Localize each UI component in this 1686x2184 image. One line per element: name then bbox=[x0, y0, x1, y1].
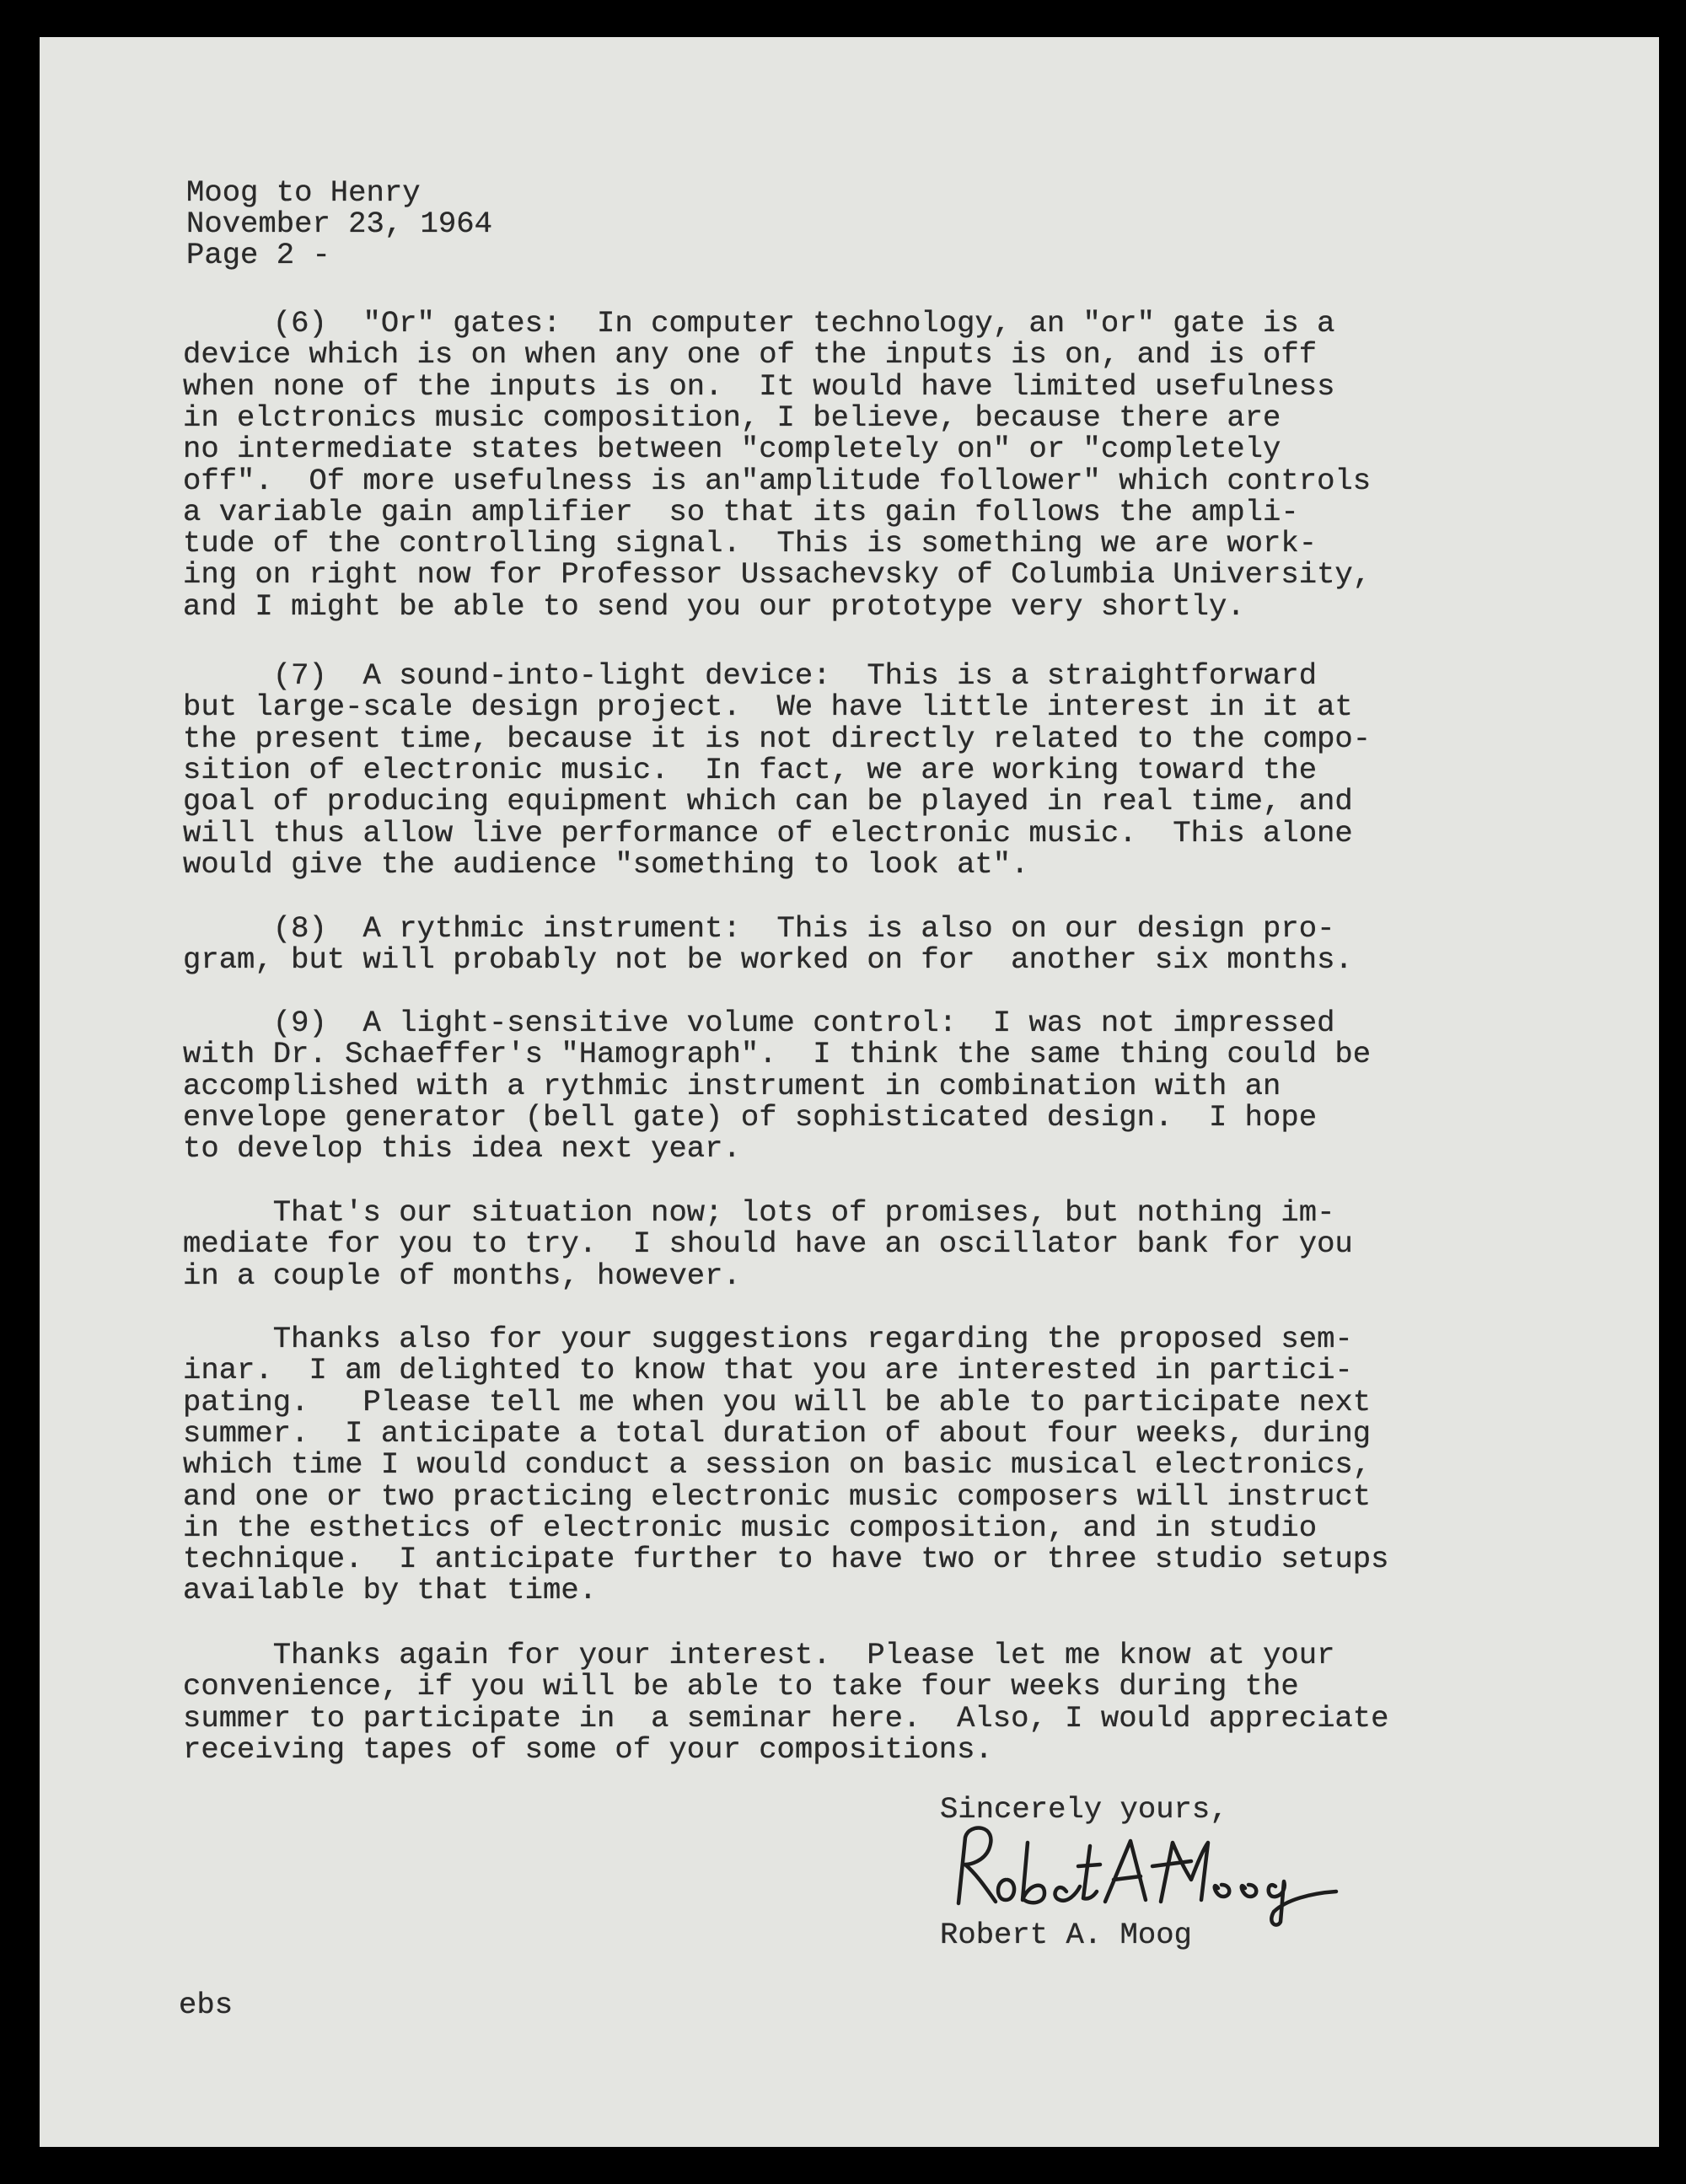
body-line: off". Of more usefulness is an"amplitude follower" which controls bbox=[183, 463, 1372, 498]
body-line: which time I would conduct a session on basic musical electronics, bbox=[183, 1447, 1372, 1483]
body-line: in the esthetics of electronic music composition, and in studio bbox=[183, 1510, 1318, 1545]
body-line: Thanks again for your interest. Please let me know at your bbox=[183, 1638, 1335, 1672]
body-line: but large-scale design project. We have little interest in it at bbox=[183, 690, 1353, 725]
body-line: envelope generator (bell gate) of sophisticated design. I hope bbox=[183, 1099, 1318, 1135]
body-line: Thanks also for your suggestions regarding the proposed sem- bbox=[183, 1322, 1353, 1356]
signer-name: Robert A. Moog bbox=[940, 1918, 1192, 1952]
body-line: tude of the controlling signal. This is something we are work- bbox=[183, 526, 1318, 561]
body-line: and one or two practicing electronic music composers will instruct bbox=[183, 1478, 1372, 1514]
header-page-number: Page 2 - bbox=[186, 238, 330, 272]
typist-initials: ebs bbox=[179, 1988, 234, 2022]
body-line: summer. I anticipate a total duration of about four weeks, during bbox=[183, 1415, 1372, 1451]
body-line: (6) "Or" gates: In computer technology, an "or" gate is a bbox=[183, 306, 1335, 341]
body-line: (7) A sound-into-light device: This is a straightforward bbox=[183, 658, 1318, 693]
handwritten-signature bbox=[940, 1812, 1345, 1930]
body-line: would give the audience "something to look at". bbox=[183, 846, 1029, 882]
body-line: pating. Please tell me when you will be able to participate next bbox=[183, 1384, 1372, 1419]
body-line: no intermediate states between "completely on" or "completely bbox=[183, 432, 1281, 467]
body-line: sition of electronic music. In fact, we are working toward the bbox=[183, 752, 1318, 787]
body-line: will thus allow live performance of electronic music. This alone bbox=[183, 815, 1353, 851]
body-line: goal of producing equipment which can be played in real time, and bbox=[183, 784, 1353, 819]
body-line: available by that time. bbox=[183, 1573, 598, 1608]
body-line: mediate for you to try. I should have an oscillator bank for you bbox=[183, 1226, 1353, 1262]
body-line: in elctronics music composition, I believe, because there are bbox=[183, 400, 1281, 435]
body-line: in a couple of months, however. bbox=[183, 1258, 741, 1293]
body-line: convenience, if you will be able to take four weeks during the bbox=[183, 1669, 1299, 1704]
closing-salutation: Sincerely yours, bbox=[940, 1792, 1228, 1827]
body-line: device which is on when any one of the inputs is on, and is off bbox=[183, 337, 1318, 373]
body-line: gram, but will probably not be worked on for another six months. bbox=[183, 942, 1353, 978]
body-line: That's our situation now; lots of promises, but nothing im- bbox=[183, 1195, 1335, 1230]
body-line: to develop this idea next year. bbox=[183, 1131, 741, 1167]
body-line: inar. I am delighted to know that you are interested in partici- bbox=[183, 1353, 1353, 1388]
body-line: receiving tapes of some of your compositions. bbox=[183, 1731, 993, 1767]
header-date: November 23, 1964 bbox=[186, 207, 492, 241]
body-line: a variable gain amplifier so that its gain follows the ampli- bbox=[183, 494, 1299, 529]
body-line: with Dr. Schaeffer's "Hamograph". I think the same thing could be bbox=[183, 1037, 1372, 1072]
body-line: and I might be able to send you our prototype very shortly. bbox=[183, 588, 1245, 624]
body-line: ing on right now for Professor Ussachevsky of Columbia University, bbox=[183, 557, 1372, 593]
body-line: technique. I anticipate further to have two or three studio setups bbox=[183, 1542, 1389, 1577]
body-line: (9) A light-sensitive volume control: I was not impressed bbox=[183, 1006, 1335, 1040]
body-line: accomplished with a rythmic instrument in combination with an bbox=[183, 1068, 1281, 1103]
body-line: summer to participate in a seminar here. Also, I would appreciate bbox=[183, 1700, 1389, 1736]
body-line: (8) A rythmic instrument: This is also on our design pro- bbox=[183, 911, 1335, 946]
body-line: when none of the inputs is on. It would have limited usefulness bbox=[183, 368, 1335, 404]
header-recipient: Moog to Henry bbox=[186, 175, 421, 210]
body-line: the present time, because it is not directly related to the compo- bbox=[183, 721, 1372, 756]
